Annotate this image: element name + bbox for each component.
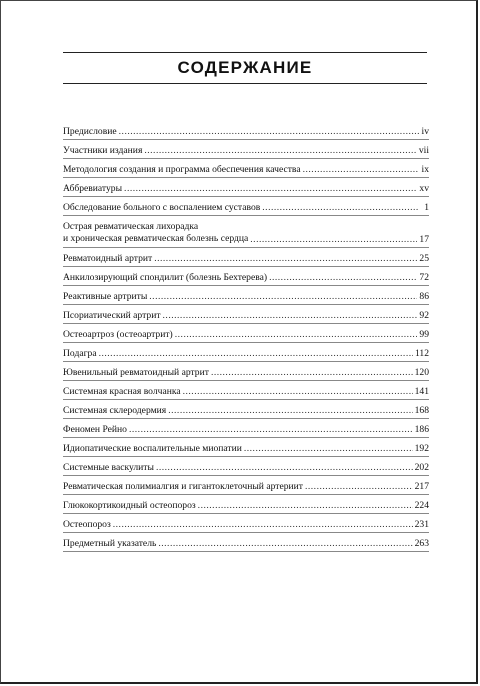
toc-entry-label: Аббревиатуры	[63, 183, 123, 194]
toc-entry-page: 141	[414, 386, 429, 397]
toc-entry[interactable]	[63, 159, 429, 178]
toc-entry-label: Глюкокортикоидный остеопороз	[63, 500, 196, 511]
toc-entry[interactable]	[63, 438, 429, 457]
dot-leader	[211, 367, 413, 378]
page-title: СОДЕРЖАНИЕ	[177, 58, 313, 77]
toc-entry-page: 1	[424, 202, 429, 213]
dot-leader	[149, 291, 417, 302]
toc-entry-page: 263	[414, 538, 429, 549]
toc-entry-page: 231	[414, 519, 429, 530]
toc-entry[interactable]	[63, 495, 429, 514]
toc-entry[interactable]	[63, 121, 429, 140]
toc-entry[interactable]	[63, 197, 429, 216]
dot-leader	[113, 519, 413, 530]
dot-leader	[250, 234, 417, 245]
toc-entry-page: 120	[414, 367, 429, 378]
toc-entry-label-line1: Острая ревматическая лихорадка	[63, 221, 199, 232]
toc-entry-label: Ревматоидный артрит	[63, 253, 153, 264]
toc-entry[interactable]	[63, 533, 429, 552]
table-of-contents	[63, 121, 429, 552]
toc-entry-label: Методология создания и программа обеспечения качества	[63, 164, 301, 175]
toc-entry[interactable]	[63, 248, 429, 267]
toc-entry[interactable]	[63, 305, 429, 324]
toc-entry-page: 92	[419, 310, 429, 321]
toc-entry[interactable]	[63, 343, 429, 362]
toc-entry[interactable]	[63, 400, 429, 419]
dot-leader	[303, 164, 419, 175]
toc-entry[interactable]	[63, 267, 429, 286]
toc-entry[interactable]	[63, 476, 429, 495]
dot-leader	[163, 310, 418, 321]
toc-entry-label-line2: и хроническая ревматическая болезнь сердца	[63, 233, 249, 244]
toc-entry-label: Анкилозирующий спондилит (болезнь Бехтерева)	[63, 272, 268, 283]
toc-entry-page: iv	[421, 126, 429, 137]
dot-leader	[144, 145, 417, 156]
toc-entry-page: vii	[418, 145, 429, 156]
toc-entry-page: 112	[414, 348, 429, 359]
toc-entry-label: Системные васкулиты	[63, 462, 154, 473]
dot-leader	[119, 126, 419, 137]
dot-leader	[175, 329, 418, 340]
toc-entry-label	[63, 221, 248, 245]
dot-leader	[168, 405, 412, 416]
toc-entry[interactable]	[63, 362, 429, 381]
dot-leader	[305, 481, 413, 492]
toc-entry[interactable]	[63, 140, 429, 159]
toc-entry-label: Системная красная волчанка	[63, 386, 181, 397]
toc-entry-page: 224	[414, 500, 429, 511]
toc-entry[interactable]	[63, 381, 429, 400]
toc-entry[interactable]	[63, 514, 429, 533]
toc-entry-page: 217	[414, 481, 429, 492]
toc-entry-page: 17	[419, 234, 429, 245]
toc-entry-label: Остеопороз	[63, 519, 111, 530]
toc-entry-label: Феномен Рейно	[63, 424, 127, 435]
toc-entry-label: Предметный указатель	[63, 538, 157, 549]
toc-entry-label: Реактивные артриты	[63, 291, 148, 302]
toc-entry-page: 99	[419, 329, 429, 340]
dot-leader	[129, 424, 413, 435]
toc-entry-label: Ревматическая полимиалгия и гигантоклеточный артериит	[63, 481, 303, 492]
toc-entry-page: ix	[421, 164, 429, 175]
toc-entry[interactable]	[63, 457, 429, 476]
heading-rule-box	[63, 52, 427, 84]
dot-leader	[124, 183, 417, 194]
toc-entry-page: 192	[414, 443, 429, 454]
dot-leader	[154, 253, 417, 264]
dot-leader	[244, 443, 413, 454]
toc-entry-page: xv	[419, 183, 429, 194]
toc-entry-page: 202	[414, 462, 429, 473]
dot-leader	[262, 202, 419, 213]
toc-entry-page: 86	[419, 291, 429, 302]
toc-entry-page: 72	[419, 272, 429, 283]
toc-entry-label: Остеоартроз (остеоартрит)	[63, 329, 173, 340]
toc-entry-label: Участники издания	[63, 145, 143, 156]
toc-entry-page: 168	[414, 405, 429, 416]
toc-entry-label: Предисловие	[63, 126, 117, 137]
toc-entry-page: 186	[414, 424, 429, 435]
toc-entry[interactable]	[63, 324, 429, 343]
dot-leader	[99, 348, 413, 359]
toc-entry[interactable]	[63, 178, 429, 197]
toc-entry-label: Ювенильный ревматоидный артрит	[63, 367, 209, 378]
toc-entry[interactable]	[63, 216, 429, 248]
toc-entry-label: Псориатический артрит	[63, 310, 161, 321]
toc-entry-label: Подагра	[63, 348, 97, 359]
dot-leader	[158, 538, 412, 549]
dot-leader	[156, 462, 413, 473]
toc-entry-label: Обследование больного с воспалением суставов	[63, 202, 261, 213]
toc-entry-label: Идиопатические воспалительные миопатии	[63, 443, 242, 454]
dot-leader	[198, 500, 413, 511]
dot-leader	[183, 386, 413, 397]
toc-entry[interactable]	[63, 419, 429, 438]
toc-entry-page: 25	[419, 253, 429, 264]
dot-leader	[269, 272, 417, 283]
toc-entry-label: Системная склеродермия	[63, 405, 167, 416]
toc-entry[interactable]	[63, 286, 429, 305]
